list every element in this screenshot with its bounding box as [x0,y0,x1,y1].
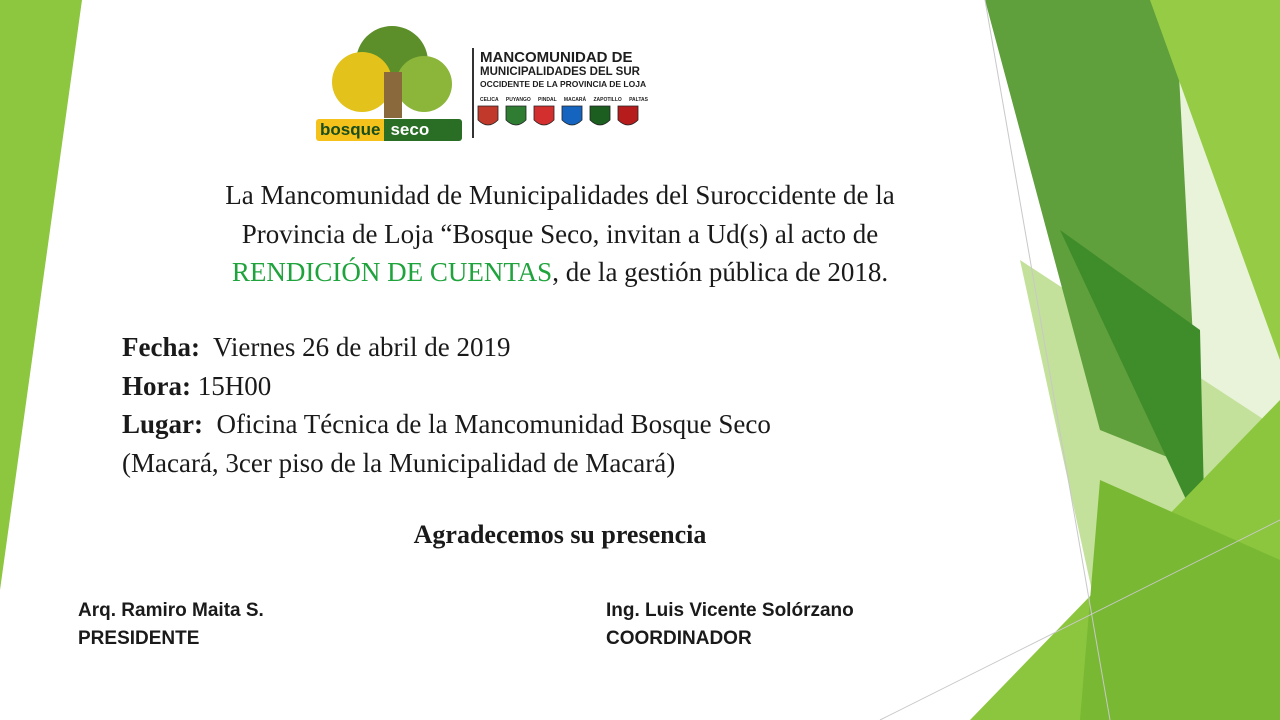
invitation-line1: La Mancomunidad de Municipalidades del Suroccidente de la [225,180,895,210]
shield-icon [506,106,526,125]
shield-icon [618,106,638,125]
fecha-label: Fecha: [122,332,200,362]
signature-role: COORDINADOR [606,628,752,649]
invitation-text [120,176,1000,292]
municipality-name: PALTAS [629,97,648,103]
logo-title [480,50,646,90]
hora-value: 15H00 [197,370,272,401]
brand-word-seco: seco [384,119,462,141]
lugar-note: (Macará, 3cer piso de la Municipalidad de Macará) [122,447,676,478]
logo-title-line3: OCCIDENTE DE LA PROVINCIA DE LOJA [480,79,647,89]
logo-title-line1: MANCOMUNIDAD DE [480,49,633,66]
tree-canopy-2 [332,52,392,112]
fecha-value: Viernes 26 de abril de 2019 [212,332,511,362]
municipality-name: MACARÁ [563,97,587,103]
signature-president [78,597,264,653]
shield-icon [534,106,554,125]
event-details [122,328,771,482]
invitation-line2: Provincia de Loja “Bosque Seco, invitan a Ud(s) al acto de [241,218,879,249]
logo-title-line2: MUNICIPALIDADES DEL SUR [480,66,640,78]
signature-name: Arq. Ramiro Maita S. [78,600,264,621]
invitation-line3-rest: , de la gestión pública de 2018. [552,257,889,287]
shield-icon [478,106,498,125]
municipality-names [480,97,648,103]
brand-label [316,119,462,141]
municipality-name: ZAPOTILLO [593,97,622,103]
lugar-row [122,405,771,444]
logo-divider [472,48,474,138]
municipality-name: PUYANGO [505,97,531,103]
shield-icon [562,106,582,125]
lugar-label: Lugar: [122,409,203,439]
shield-icon [590,106,610,125]
municipal-shields [478,106,638,125]
invitation-line3 [120,253,1000,292]
highlight-rendicion: RENDICIÓN DE CUENTAS [231,257,553,287]
tree-trunk [384,72,402,118]
municipality-name: PINDAL [538,97,557,103]
signature-name: Ing. Luis Vicente Solórzano [606,600,854,621]
closing-text: Agradecemos su presencia [413,520,707,549]
left-green-stripe [0,0,82,590]
hora-label: Hora: [122,370,191,401]
hora-row [122,367,771,406]
tree-canopy-3 [396,56,452,112]
lugar-value: Oficina Técnica de la Mancomunidad Bosque Seco [216,409,771,439]
signature-role: PRESIDENTE [78,628,200,649]
fecha-row [122,328,771,367]
brand-word-bosque: bosque [316,119,384,141]
signature-coordinator [606,597,854,653]
municipality-name: CELICA [480,97,499,103]
